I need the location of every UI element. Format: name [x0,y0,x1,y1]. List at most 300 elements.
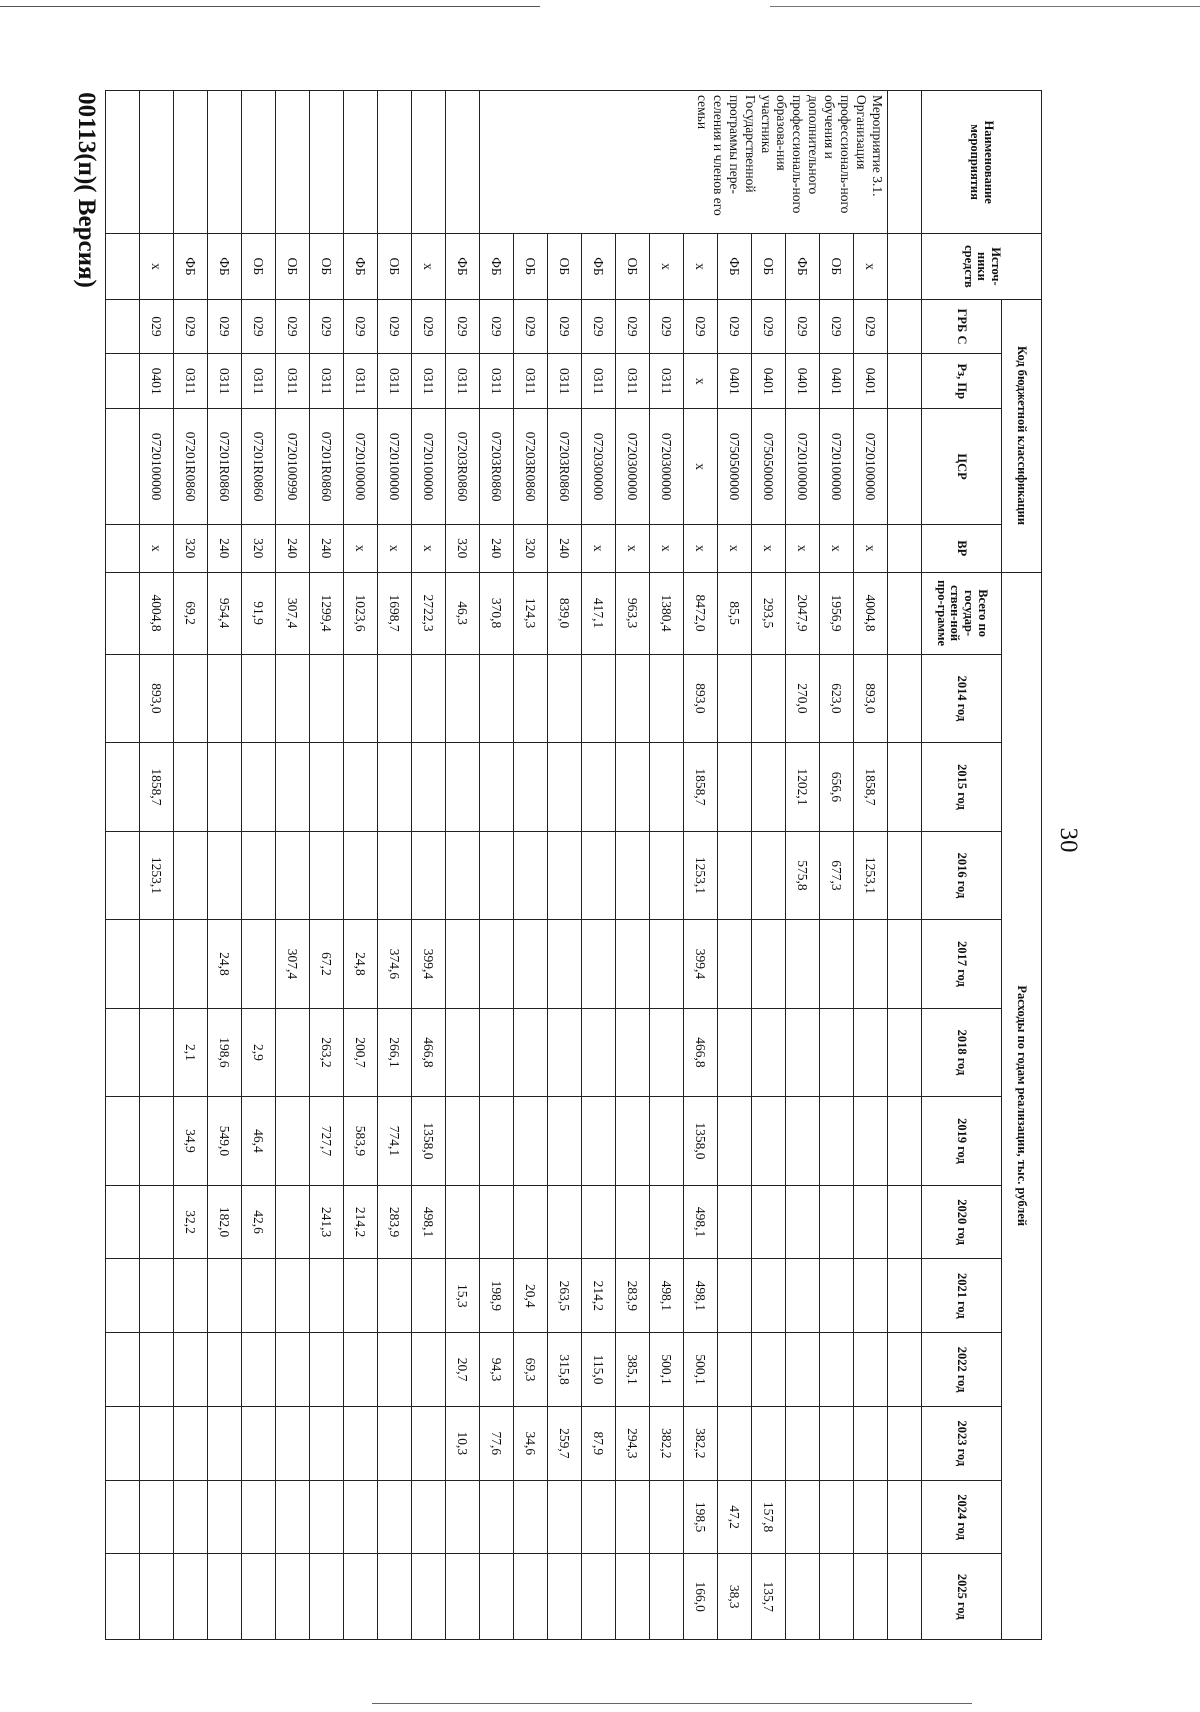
year-value-cell [548,654,582,743]
year-value-cell: 1858,7 [854,743,888,832]
col-header-year: 2024 год [922,1480,1002,1554]
year-value-cell: 2,1 [174,1008,208,1097]
year-value-cell: 263,2 [310,1008,344,1097]
year-value-cell: 214,2 [344,1185,378,1259]
year-value-cell: 115,0 [582,1333,616,1407]
year-value-cell [888,920,922,1009]
name-cell [888,91,922,234]
rz-cell: 0311 [582,354,616,409]
total-cell [106,572,140,654]
col-header-year: 2017 год [922,920,1002,1009]
table-row [548,91,582,1640]
name-cell [140,91,174,234]
table-row [242,91,276,1640]
year-value-cell [820,1333,854,1407]
rz-cell: 0311 [174,354,208,409]
total-cell: 839,0 [548,572,582,654]
rz-cell: х [684,354,718,409]
year-value-cell: 38,3 [718,1554,752,1640]
name-cell [242,91,276,234]
rz-cell: 0401 [820,354,854,409]
csr-cell: 07203R0860 [548,409,582,525]
year-value-cell [344,743,378,832]
year-value-cell [650,1480,684,1554]
rz-cell: 0311 [276,354,310,409]
total-cell: 91,9 [242,572,276,654]
col-header-total: Всего по государ-ствен-ной про-грамме [922,572,1002,654]
year-value-cell [446,654,480,743]
source-cell: х [684,234,718,299]
col-header-name: Наименование мероприятия [922,91,1042,234]
year-value-cell [616,743,650,832]
year-value-cell [310,1554,344,1640]
year-value-cell: 1358,0 [412,1097,446,1186]
year-value-cell [718,654,752,743]
vr-cell: х [752,525,786,572]
year-value-cell [888,743,922,832]
year-value-cell [582,1554,616,1640]
year-value-cell [378,1259,412,1333]
year-value-cell [752,920,786,1009]
year-value-cell [820,1008,854,1097]
total-cell: 4004,8 [854,572,888,654]
grbs-cell: 029 [718,299,752,354]
grbs-cell [106,299,140,354]
csr-cell: 0720300000 [582,409,616,525]
col-header-vr: ВР [922,525,1002,572]
year-value-cell [786,1406,820,1480]
year-value-cell [514,1008,548,1097]
year-value-cell [140,920,174,1009]
year-value-cell [752,1259,786,1333]
name-cell [378,91,412,234]
year-value-cell: 498,1 [412,1185,446,1259]
name-cell [106,91,140,234]
year-value-cell [718,1097,752,1186]
total-cell: 8472,0 [684,572,718,654]
year-value-cell [616,1480,650,1554]
year-value-cell: 200,7 [344,1008,378,1097]
document-version-footer: 00113(п)( Версия) [73,92,100,288]
budget-table-sheet [122,90,1042,1640]
table-row [480,91,514,1640]
year-value-cell [888,1406,922,1480]
year-value-cell [208,1259,242,1333]
year-value-cell: 1202,1 [786,743,820,832]
year-value-cell [242,1480,276,1554]
total-cell: 293,5 [752,572,786,654]
year-value-cell: 24,8 [344,920,378,1009]
col-header-year: 2014 год [922,654,1002,743]
year-value-cell [480,1554,514,1640]
table-row [820,91,854,1640]
year-value-cell [208,1480,242,1554]
year-value-cell: 656,6 [820,743,854,832]
year-value-cell [854,1008,888,1097]
vr-cell: х [616,525,650,572]
rz-cell: 0311 [650,354,684,409]
table-row [208,91,242,1640]
rz-cell: 0311 [480,354,514,409]
year-value-cell: 283,9 [616,1259,650,1333]
year-value-cell [344,1480,378,1554]
col-header-year: 2019 год [922,1097,1002,1186]
year-value-cell [174,1333,208,1407]
year-value-cell: 241,3 [310,1185,344,1259]
year-value-cell [242,920,276,1009]
vr-cell: 320 [174,525,208,572]
year-value-cell [378,1333,412,1407]
page-number: 30 [1055,827,1082,853]
year-value-cell [820,1097,854,1186]
year-value-cell [514,743,548,832]
year-value-cell [446,1480,480,1554]
year-value-cell: 466,8 [412,1008,446,1097]
rz-cell: 0311 [446,354,480,409]
csr-cell: 0720100000 [378,409,412,525]
year-value-cell [820,1259,854,1333]
budget-table [105,90,1042,1640]
source-cell: ОБ [276,234,310,299]
year-value-cell [242,743,276,832]
year-value-cell [752,743,786,832]
year-value-cell [480,1097,514,1186]
total-cell: 370,8 [480,572,514,654]
year-value-cell [276,1185,310,1259]
year-value-cell [480,654,514,743]
year-value-cell [582,831,616,920]
year-value-cell: 382,2 [684,1406,718,1480]
year-value-cell [548,1554,582,1640]
source-cell [106,234,140,299]
year-value-cell [888,831,922,920]
year-value-cell [888,1554,922,1640]
vr-cell: х [140,525,174,572]
year-value-cell [446,1185,480,1259]
year-value-cell [854,920,888,1009]
year-value-cell [310,654,344,743]
year-value-cell [412,1259,446,1333]
year-value-cell [650,1185,684,1259]
table-row [446,91,480,1640]
csr-cell: 07201R0860 [310,409,344,525]
year-value-cell: 198,5 [684,1480,718,1554]
grbs-cell: 029 [310,299,344,354]
year-value-cell [344,1259,378,1333]
col-header-expenses: Расходы по годам реализации, тыс. рублей [1002,572,1042,1640]
rz-cell: 0311 [616,354,650,409]
year-value-cell [582,1097,616,1186]
year-value-cell [208,1406,242,1480]
year-value-cell [514,1480,548,1554]
csr-cell: 07203R0860 [514,409,548,525]
year-value-cell: 399,4 [412,920,446,1009]
vr-cell [106,525,140,572]
year-value-cell: 270,0 [786,654,820,743]
year-value-cell [718,1333,752,1407]
year-value-cell [582,1480,616,1554]
source-cell: ОБ [514,234,548,299]
vr-cell: х [718,525,752,572]
name-cell [208,91,242,234]
year-value-cell [310,1333,344,1407]
year-value-cell [650,1097,684,1186]
year-value-cell [582,920,616,1009]
year-value-cell [276,1480,310,1554]
year-value-cell [786,920,820,1009]
table-row [174,91,208,1640]
vr-cell [888,525,922,572]
grbs-cell: 029 [752,299,786,354]
rz-cell: 0311 [242,354,276,409]
year-value-cell: 2,9 [242,1008,276,1097]
year-value-cell [752,1185,786,1259]
year-value-cell [582,1008,616,1097]
table-row [310,91,344,1640]
year-value-cell: 259,7 [548,1406,582,1480]
year-value-cell [276,1406,310,1480]
table-row [106,91,140,1640]
vr-cell: 320 [514,525,548,572]
col-header-year: 2018 год [922,1008,1002,1097]
grbs-cell: 029 [786,299,820,354]
year-value-cell [140,1554,174,1640]
grbs-cell: 029 [480,299,514,354]
table-row [752,91,786,1640]
year-value-cell: 198,6 [208,1008,242,1097]
year-value-cell: 583,9 [344,1097,378,1186]
rz-cell: 0311 [344,354,378,409]
vr-cell: 240 [208,525,242,572]
year-value-cell [854,1333,888,1407]
table-row [344,91,378,1640]
total-cell: 4004,8 [140,572,174,654]
csr-cell [888,409,922,525]
year-value-cell [786,1480,820,1554]
year-value-cell [480,831,514,920]
total-cell: 124,3 [514,572,548,654]
grbs-cell: 029 [514,299,548,354]
year-value-cell [140,1259,174,1333]
year-value-cell [446,920,480,1009]
year-value-cell: 266,1 [378,1008,412,1097]
source-cell: ОБ [616,234,650,299]
csr-cell: 07201R0860 [242,409,276,525]
table-row [616,91,650,1640]
year-value-cell [480,1185,514,1259]
csr-cell: 0720100000 [820,409,854,525]
year-value-cell [140,1333,174,1407]
rz-cell: 0401 [854,354,888,409]
year-value-cell [276,1008,310,1097]
grbs-cell: 029 [174,299,208,354]
year-value-cell: 307,4 [276,920,310,1009]
year-value-cell [548,1480,582,1554]
col-header-rz: Рз, Пр [922,354,1002,409]
rz-cell [106,354,140,409]
vr-cell: х [684,525,718,572]
year-value-cell [650,1008,684,1097]
csr-cell: 07203R0860 [446,409,480,525]
year-value-cell [752,831,786,920]
total-cell: 417,1 [582,572,616,654]
year-value-cell [820,1185,854,1259]
vr-cell: х [786,525,820,572]
year-value-cell: 34,6 [514,1406,548,1480]
total-cell: 1299,4 [310,572,344,654]
col-header-year: 2023 год [922,1406,1002,1480]
source-cell: ОБ [242,234,276,299]
col-header-year: 2020 год [922,1185,1002,1259]
year-value-cell [820,1480,854,1554]
year-value-cell [276,1333,310,1407]
year-value-cell: 20,7 [446,1333,480,1407]
grbs-cell: 029 [140,299,174,354]
rz-cell: 0401 [752,354,786,409]
year-value-cell [208,654,242,743]
year-value-cell [106,1406,140,1480]
year-value-cell [174,831,208,920]
vr-cell: 240 [276,525,310,572]
year-value-cell [582,1185,616,1259]
year-value-cell [786,1554,820,1640]
year-value-cell [310,831,344,920]
csr-cell: 0720100990 [276,409,310,525]
year-value-cell [854,1554,888,1640]
year-value-cell [140,1185,174,1259]
year-value-cell [650,1554,684,1640]
year-value-cell [106,1185,140,1259]
col-header-year: 2025 год [922,1554,1002,1640]
table-row [582,91,616,1640]
year-value-cell [480,743,514,832]
table-row [650,91,684,1640]
vr-cell: х [582,525,616,572]
year-value-cell [378,1406,412,1480]
grbs-cell [888,299,922,354]
year-value-cell [242,831,276,920]
total-cell: 1023,6 [344,572,378,654]
year-value-cell [514,1185,548,1259]
year-value-cell [174,1259,208,1333]
rz-cell: 0311 [548,354,582,409]
year-value-cell [208,831,242,920]
year-value-cell [106,1480,140,1554]
year-value-cell: 94,3 [480,1333,514,1407]
year-value-cell [820,920,854,1009]
col-header-year: 2021 год [922,1259,1002,1333]
grbs-cell: 029 [548,299,582,354]
table-body [106,91,922,1640]
vr-cell: 240 [480,525,514,572]
year-value-cell [106,1554,140,1640]
grbs-cell: 029 [820,299,854,354]
year-value-cell [242,1406,276,1480]
year-value-cell: 77,6 [480,1406,514,1480]
year-value-cell [344,1406,378,1480]
year-value-cell [106,654,140,743]
year-value-cell [276,654,310,743]
total-cell: 307,4 [276,572,310,654]
year-value-cell [344,831,378,920]
year-value-cell [106,1259,140,1333]
year-value-cell: 34,9 [174,1097,208,1186]
name-cell [412,91,446,234]
year-value-cell: 1253,1 [140,831,174,920]
year-value-cell [752,1008,786,1097]
year-value-cell [446,1554,480,1640]
grbs-cell: 029 [446,299,480,354]
year-value-cell [786,1185,820,1259]
year-value-cell [310,1406,344,1480]
year-value-cell: 498,1 [650,1259,684,1333]
year-value-cell [888,1185,922,1259]
year-value-cell: 294,3 [616,1406,650,1480]
year-value-cell [140,1008,174,1097]
year-value-cell [582,743,616,832]
vr-cell: 320 [242,525,276,572]
total-cell: 1380,4 [650,572,684,654]
year-value-cell [378,743,412,832]
year-value-cell [208,1333,242,1407]
year-value-cell [718,920,752,1009]
total-cell: 69,2 [174,572,208,654]
year-value-cell [242,1554,276,1640]
year-value-cell: 1253,1 [854,831,888,920]
year-value-cell [752,1333,786,1407]
year-value-cell: 623,0 [820,654,854,743]
source-cell: ОБ [752,234,786,299]
year-value-cell [174,654,208,743]
year-value-cell: 315,8 [548,1333,582,1407]
col-header-year: 2022 год [922,1333,1002,1407]
year-value-cell [718,1406,752,1480]
year-value-cell [276,831,310,920]
rz-cell: 0401 [786,354,820,409]
year-value-cell: 157,8 [752,1480,786,1554]
year-value-cell [208,743,242,832]
csr-cell: 0720300000 [616,409,650,525]
measure-name-cell: Мероприятие 3.1. Организация профессиональ-ного обучения и дополнительного профессиональ-ного образова-ния участника Государственной программы пере-селения и членов его семьи [480,91,888,234]
year-value-cell [786,1259,820,1333]
year-value-cell [140,1097,174,1186]
source-cell: ОБ [820,234,854,299]
source-cell: ФБ [208,234,242,299]
year-value-cell [106,1333,140,1407]
vr-cell: х [344,525,378,572]
table-row [378,91,412,1640]
source-cell: ОБ [310,234,344,299]
year-value-cell [480,1008,514,1097]
total-cell: 2047,9 [786,572,820,654]
year-value-cell: 498,1 [684,1259,718,1333]
year-value-cell: 575,8 [786,831,820,920]
csr-cell: х [684,409,718,525]
rz-cell: 0311 [310,354,344,409]
year-value-cell [820,1406,854,1480]
table-row [276,91,310,1640]
year-value-cell: 47,2 [718,1480,752,1554]
year-value-cell [854,1406,888,1480]
year-value-cell: 549,0 [208,1097,242,1186]
year-value-cell [106,831,140,920]
year-value-cell: 466,8 [684,1008,718,1097]
scan-edge-line [0,6,540,7]
source-cell: ОБ [378,234,412,299]
year-value-cell: 24,8 [208,920,242,1009]
year-value-cell [310,1259,344,1333]
source-cell: х [140,234,174,299]
